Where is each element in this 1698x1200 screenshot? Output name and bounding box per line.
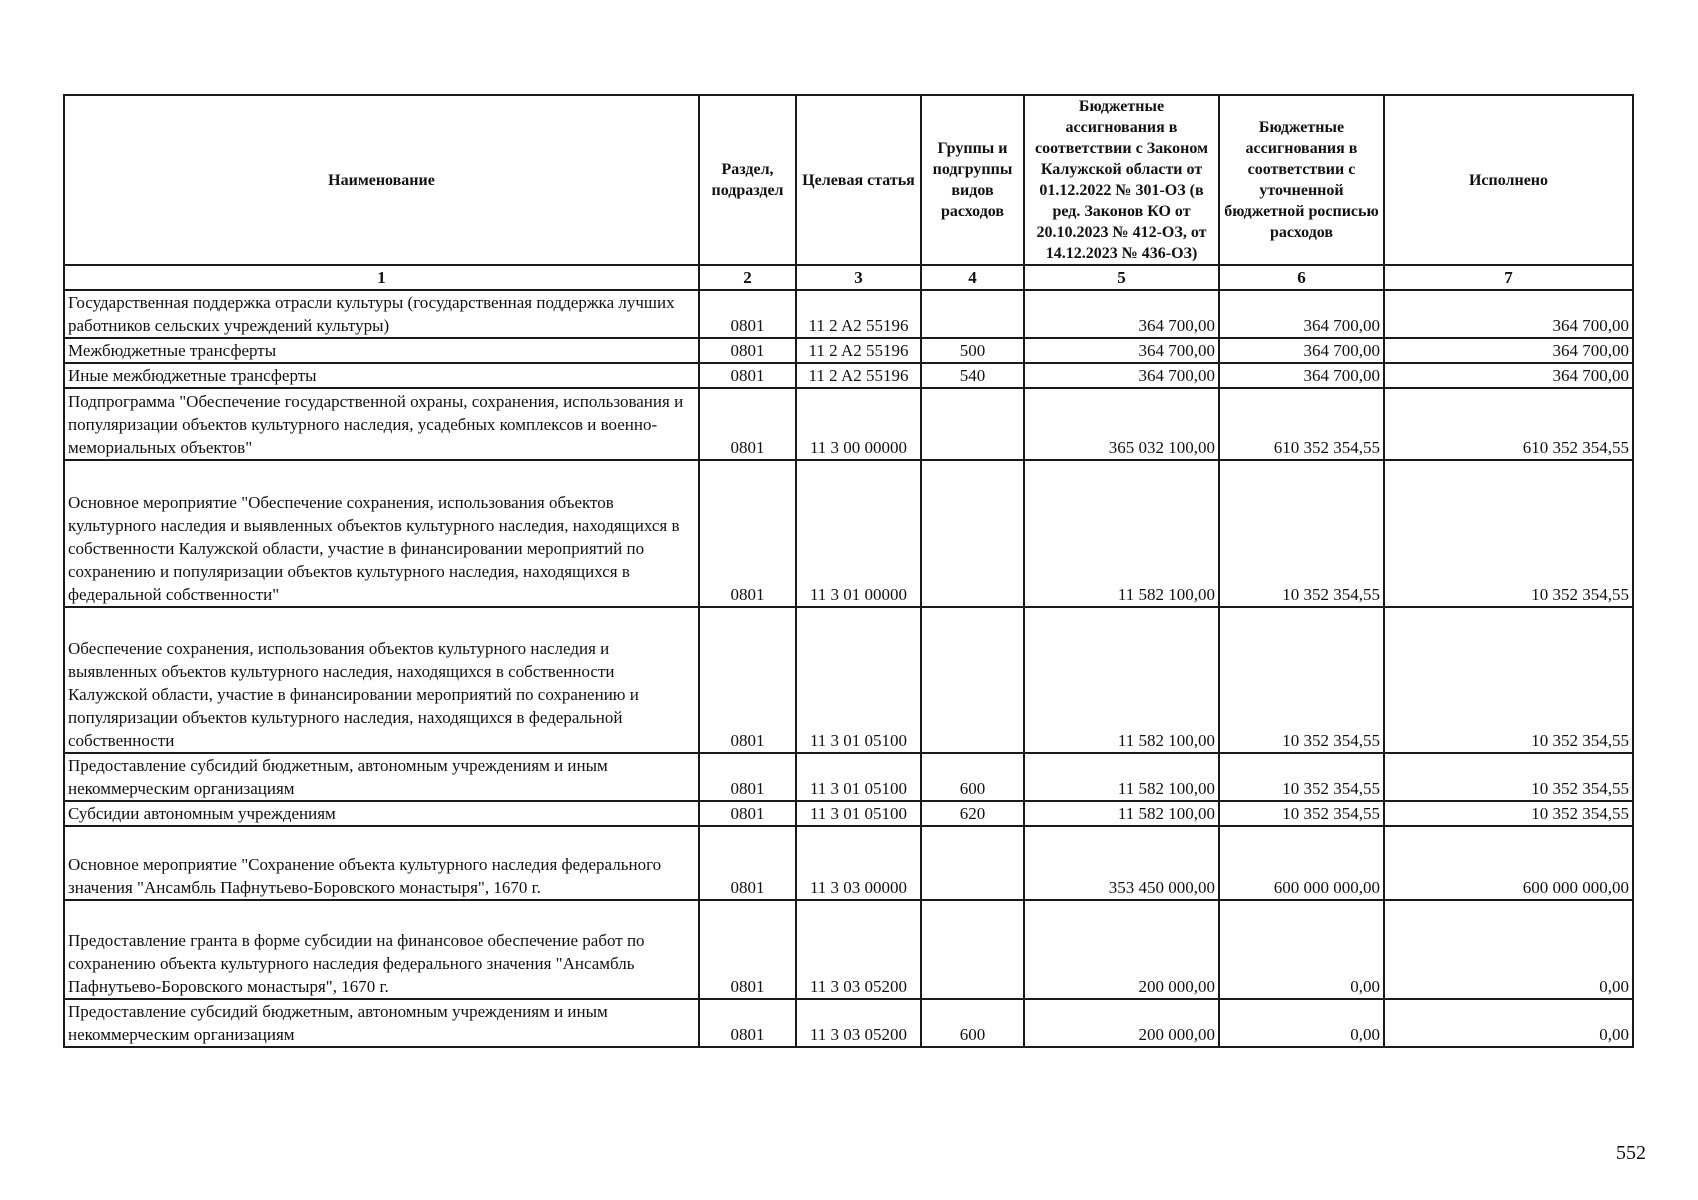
row-name: Подпрограмма "Обеспечение государственной охраны, сохранения, использования и популяризации объектов культурного наследия, усадебных комплексов и военно-мемориальных объектов" <box>64 388 699 460</box>
row-section: 0801 <box>699 999 796 1047</box>
row-executed: 0,00 <box>1384 900 1633 999</box>
header-row <box>64 95 1633 265</box>
row-name: Предоставление субсидий бюджетным, автономным учреждениям и иным некоммерческим организациям <box>64 753 699 801</box>
header-section: Раздел, подраздел <box>699 95 796 265</box>
column-number: 2 <box>699 265 796 290</box>
row-budget-refined: 364 700,00 <box>1219 363 1384 388</box>
row-executed: 364 700,00 <box>1384 363 1633 388</box>
row-expense-group <box>921 460 1024 607</box>
row-executed: 10 352 354,55 <box>1384 607 1633 753</box>
row-executed: 364 700,00 <box>1384 338 1633 363</box>
row-target-article: 11 3 01 05100 <box>796 801 921 826</box>
header-expense-groups: Группы и подгруппы видов расходов <box>921 95 1024 265</box>
row-name: Предоставление субсидий бюджетным, автономным учреждениям и иным некоммерческим организациям <box>64 999 699 1047</box>
row-target-article: 11 2 A2 55196 <box>796 338 921 363</box>
row-executed: 0,00 <box>1384 999 1633 1047</box>
row-budget-refined: 10 352 354,55 <box>1219 801 1384 826</box>
row-budget-law: 11 582 100,00 <box>1024 753 1219 801</box>
row-section: 0801 <box>699 290 796 338</box>
row-budget-law: 353 450 000,00 <box>1024 826 1219 900</box>
row-target-article: 11 3 00 00000 <box>796 388 921 460</box>
row-target-article: 11 3 03 05200 <box>796 900 921 999</box>
header-executed: Исполнено <box>1384 95 1633 265</box>
column-number: 7 <box>1384 265 1633 290</box>
row-expense-group: 620 <box>921 801 1024 826</box>
row-expense-group <box>921 607 1024 753</box>
table-row <box>64 999 1633 1047</box>
column-number: 4 <box>921 265 1024 290</box>
row-executed: 10 352 354,55 <box>1384 460 1633 607</box>
row-section: 0801 <box>699 801 796 826</box>
row-expense-group: 600 <box>921 753 1024 801</box>
header-target-article: Целевая статья <box>796 95 921 265</box>
column-number: 1 <box>64 265 699 290</box>
row-section: 0801 <box>699 607 796 753</box>
row-budget-refined: 0,00 <box>1219 900 1384 999</box>
row-budget-law: 364 700,00 <box>1024 338 1219 363</box>
table-row <box>64 607 1633 753</box>
header-budget-refined: Бюджетные ассигнования в соответствии с уточненной бюджетной росписью расходов <box>1219 95 1384 265</box>
row-name: Основное мероприятие "Сохранение объекта культурного наследия федерального значения "Ансамбль Пафнутьево-Боровского монастыря", 1670 г. <box>64 826 699 900</box>
row-section: 0801 <box>699 460 796 607</box>
row-target-article: 11 3 03 00000 <box>796 826 921 900</box>
row-budget-refined: 0,00 <box>1219 999 1384 1047</box>
row-name: Государственная поддержка отрасли культуры (государственная поддержка лучших работников сельских учреждений культуры) <box>64 290 699 338</box>
header-budget-law: Бюджетные ассигнования в соответствии с Законом Калужской области от 01.12.2022 № 301-ОЗ (в ред. Законов КО от 20.10.2023 № 412-ОЗ, от 14.12.2023 № 436-ОЗ) <box>1024 95 1219 265</box>
row-executed: 610 352 354,55 <box>1384 388 1633 460</box>
row-name: Обеспечение сохранения, использования объектов культурного наследия и выявленных объектов культурного наследия, находящихся в собственности Калужской области, участие в финансировании мероприятий по сохранению и популяризации объектов культурного наследия, находящихся в федеральной собственности <box>64 607 699 753</box>
table-row <box>64 900 1633 999</box>
row-budget-refined: 364 700,00 <box>1219 290 1384 338</box>
row-executed: 600 000 000,00 <box>1384 826 1633 900</box>
table-row <box>64 460 1633 607</box>
row-expense-group <box>921 900 1024 999</box>
table-row <box>64 363 1633 388</box>
column-number: 3 <box>796 265 921 290</box>
row-expense-group: 540 <box>921 363 1024 388</box>
row-target-article: 11 2 A2 55196 <box>796 290 921 338</box>
column-number-row <box>64 265 1633 290</box>
row-target-article: 11 3 03 05200 <box>796 999 921 1047</box>
row-expense-group <box>921 826 1024 900</box>
row-name: Основное мероприятие "Обеспечение сохранения, использования объектов культурного наследия и выявленных объектов культурного наследия, находящихся в собственности Калужской области, участие в финансировании мероприятий по сохранению и популяризации объектов культурного наследия, находящихся в федеральной собственности" <box>64 460 699 607</box>
table-row <box>64 290 1633 338</box>
table-row <box>64 338 1633 363</box>
row-target-article: 11 3 01 05100 <box>796 753 921 801</box>
row-target-article: 11 2 A2 55196 <box>796 363 921 388</box>
row-expense-group: 600 <box>921 999 1024 1047</box>
row-expense-group: 500 <box>921 338 1024 363</box>
budget-table <box>63 94 1634 1048</box>
row-expense-group <box>921 290 1024 338</box>
row-budget-law: 11 582 100,00 <box>1024 801 1219 826</box>
row-budget-law: 200 000,00 <box>1024 900 1219 999</box>
row-budget-refined: 10 352 354,55 <box>1219 460 1384 607</box>
row-section: 0801 <box>699 388 796 460</box>
row-budget-law: 364 700,00 <box>1024 290 1219 338</box>
row-budget-refined: 10 352 354,55 <box>1219 607 1384 753</box>
row-target-article: 11 3 01 05100 <box>796 607 921 753</box>
row-section: 0801 <box>699 363 796 388</box>
row-executed: 364 700,00 <box>1384 290 1633 338</box>
row-budget-law: 364 700,00 <box>1024 363 1219 388</box>
row-budget-law: 11 582 100,00 <box>1024 607 1219 753</box>
row-executed: 10 352 354,55 <box>1384 801 1633 826</box>
row-name: Предоставление гранта в форме субсидии на финансовое обеспечение работ по сохранению объекта культурного наследия федерального значения "Ансамбль Пафнутьево-Боровского монастыря", 1670 г. <box>64 900 699 999</box>
row-executed: 10 352 354,55 <box>1384 753 1633 801</box>
page-number: 552 <box>1616 1142 1646 1164</box>
row-expense-group <box>921 388 1024 460</box>
row-target-article: 11 3 01 00000 <box>796 460 921 607</box>
header-name: Наименование <box>64 95 699 265</box>
row-section: 0801 <box>699 338 796 363</box>
row-name: Межбюджетные трансферты <box>64 338 699 363</box>
table-row <box>64 388 1633 460</box>
row-section: 0801 <box>699 826 796 900</box>
table-row <box>64 753 1633 801</box>
row-name: Субсидии автономным учреждениям <box>64 801 699 826</box>
row-budget-refined: 10 352 354,55 <box>1219 753 1384 801</box>
row-budget-law: 11 582 100,00 <box>1024 460 1219 607</box>
row-budget-law: 200 000,00 <box>1024 999 1219 1047</box>
column-number: 5 <box>1024 265 1219 290</box>
row-budget-law: 365 032 100,00 <box>1024 388 1219 460</box>
row-budget-refined: 364 700,00 <box>1219 338 1384 363</box>
row-section: 0801 <box>699 753 796 801</box>
column-number: 6 <box>1219 265 1384 290</box>
table-row <box>64 826 1633 900</box>
table-row <box>64 801 1633 826</box>
row-section: 0801 <box>699 900 796 999</box>
row-budget-refined: 610 352 354,55 <box>1219 388 1384 460</box>
row-name: Иные межбюджетные трансферты <box>64 363 699 388</box>
row-budget-refined: 600 000 000,00 <box>1219 826 1384 900</box>
